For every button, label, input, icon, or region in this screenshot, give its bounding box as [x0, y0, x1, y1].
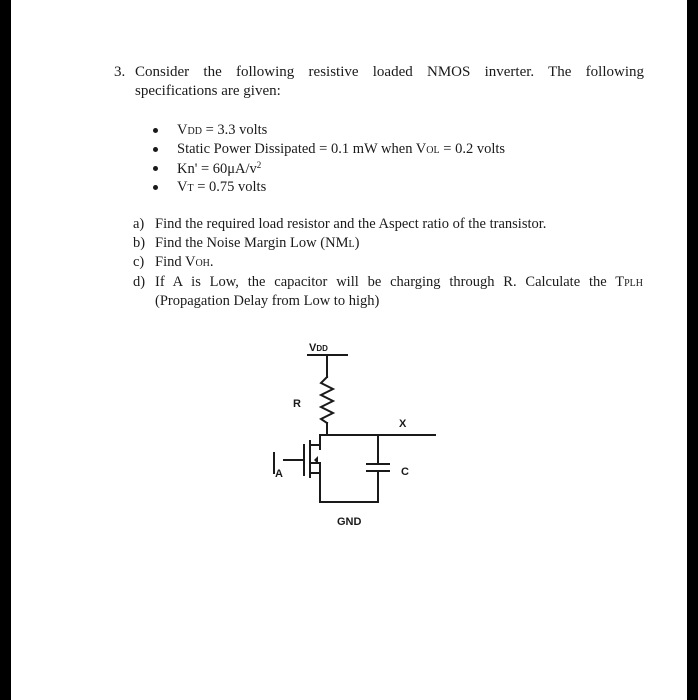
task-c-text: Find V	[155, 254, 196, 270]
task-b-text: Find the Noise Margin Low (NM	[155, 235, 349, 251]
task-d-text: If A is Low, the capacitor will be charging through R. Calculate the T	[155, 274, 625, 290]
spec-vol-value: = 0.2 volts	[439, 141, 506, 157]
spec-vdd-symbol: V	[177, 122, 188, 138]
spec-vt-subscript: T	[187, 183, 194, 194]
bullet-icon	[153, 147, 158, 152]
spec-kn-superscript: 2	[256, 160, 262, 170]
spec-vdd-subscript: DD	[187, 126, 202, 137]
spec-vt-symbol: V	[177, 179, 188, 195]
task-b-label: b)	[133, 235, 146, 251]
spec-vt-value: = 0.75 volts	[193, 179, 267, 195]
task-c-tail: .	[209, 254, 214, 270]
left-black-border	[0, 0, 11, 700]
bullet-icon	[153, 185, 158, 190]
task-b-subscript: L	[348, 239, 355, 250]
r-label: R	[293, 398, 301, 410]
gnd-label: GND	[337, 516, 362, 528]
task-b-tail: )	[354, 235, 360, 251]
resistor-r	[321, 377, 333, 423]
inverter-circuit-diagram	[260, 335, 450, 530]
task-d-subscript: PLH	[624, 278, 643, 289]
right-black-border	[687, 0, 698, 700]
task-c-label: c)	[133, 254, 145, 270]
a-label: A	[275, 468, 283, 480]
question-text-line2: specifications are given:	[135, 83, 281, 99]
task-d-text-line2: (Propagation Delay from Low to high)	[155, 293, 380, 309]
bullet-icon	[153, 128, 158, 133]
question-text-line1: Consider the following resistive loaded NMOS inverter. The following	[135, 64, 644, 80]
x-label: X	[399, 418, 407, 430]
spec-vol-subscript: OL	[426, 145, 440, 156]
question-number: 3.	[114, 64, 126, 80]
task-d-label: d)	[133, 274, 146, 290]
bullet-icon	[153, 166, 158, 171]
c-label: C	[401, 466, 409, 478]
task-a-label: a)	[133, 216, 145, 232]
spec-power-text: Static Power Dissipated = 0.1 mW when V	[177, 141, 427, 157]
spec-kn-text: Kn' = 60μA/v	[177, 161, 257, 177]
task-a-text: Find the required load resistor and the Aspect ratio of the transistor.	[155, 216, 547, 232]
spec-vdd-value: = 3.3 volts	[201, 122, 268, 138]
task-c-subscript: OH	[195, 258, 210, 269]
vdd-label: VDD	[309, 342, 328, 354]
